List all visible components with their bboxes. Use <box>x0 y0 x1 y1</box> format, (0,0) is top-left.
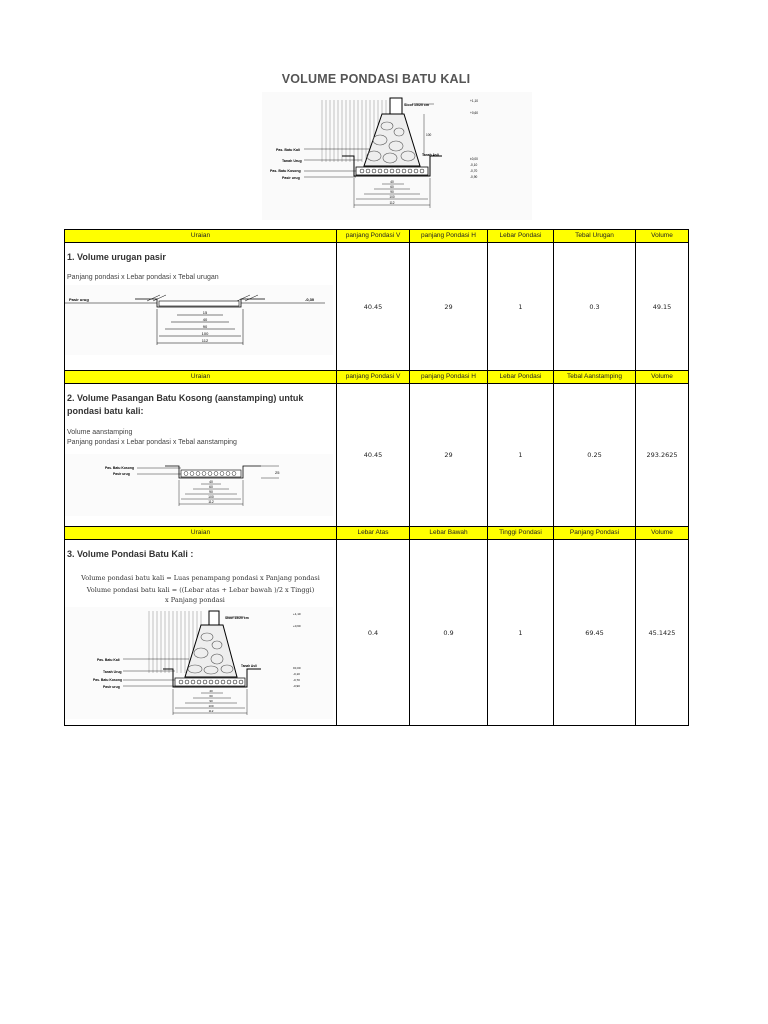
svg-text:Sloof 15/20 cm: Sloof 15/20 cm <box>404 103 430 107</box>
header-lebar-atas: Lebar Atas <box>337 527 410 540</box>
svg-text:Pas. Batu Kosong: Pas. Batu Kosong <box>93 678 123 682</box>
svg-text:90: 90 <box>209 490 213 494</box>
svg-text:Pas. Batu Kali: Pas. Batu Kali <box>276 148 300 152</box>
section2-volume: 293.2625 <box>636 384 689 527</box>
header-volume: Volume <box>636 371 689 384</box>
svg-text:60: 60 <box>209 485 213 489</box>
header-panjang-pondasi: Panjang Pondasi <box>554 527 636 540</box>
svg-text:-0,70: -0,70 <box>470 169 478 173</box>
svg-text:Pas. Batu Kali: Pas. Batu Kali <box>97 658 120 662</box>
svg-text:112: 112 <box>208 709 214 713</box>
section1-lebar: 1 <box>488 243 554 371</box>
svg-text:Pas. Batu Kosong: Pas. Batu Kosong <box>270 169 301 173</box>
svg-text:60: 60 <box>390 185 394 189</box>
svg-text:90: 90 <box>209 699 213 703</box>
header-tebal-urugan: Tebal Urugan <box>554 230 636 243</box>
pasir-urug-drawing <box>65 285 333 355</box>
header-panjang-pondasi-v: panjang Pondasi V <box>337 230 410 243</box>
section3-header-row <box>65 527 689 540</box>
section3-description <box>65 540 337 726</box>
section2-title: 2. Volume Pasangan Batu Kosong (aanstamping) untuk pondasi batu kali: <box>67 393 304 416</box>
section3-formula-line3: x Panjang pondasi <box>165 596 225 604</box>
section3-data-row <box>65 540 689 726</box>
svg-text:Tanah Asli: Tanah Asli <box>422 153 439 157</box>
section2-formula-line2: Panjang pondasi x Lebar pondasi x Tebal aanstamping <box>67 439 237 446</box>
svg-text:112: 112 <box>389 201 395 205</box>
section3-title: 3. Volume Pondasi Batu Kali : <box>67 549 194 559</box>
volume-calculation-table <box>64 229 689 726</box>
section3-volume: 45.1425 <box>636 540 689 726</box>
svg-text:90: 90 <box>390 190 394 194</box>
section2-header-row <box>65 371 689 384</box>
header-tebal-aanstamping: Tebal Aanstamping <box>554 371 636 384</box>
svg-text:Pas. Batu Kosong: Pas. Batu Kosong <box>105 466 135 470</box>
section3-lebar-bawah: 0.9 <box>410 540 488 726</box>
svg-text:112: 112 <box>201 338 209 343</box>
svg-text:±0,00: ±0,00 <box>470 157 478 161</box>
section1-header-row <box>65 230 689 243</box>
svg-text:90: 90 <box>202 324 208 329</box>
svg-text:±0,00: ±0,00 <box>293 666 301 670</box>
svg-text:100: 100 <box>201 331 209 336</box>
section1-panjang-v: 40.45 <box>337 243 410 371</box>
section3-tinggi: 1 <box>488 540 554 726</box>
svg-text:+1,10: +1,10 <box>293 612 301 616</box>
page-title: VOLUME PONDASI BATU KALI <box>281 72 471 86</box>
svg-text:Pasir urug: Pasir urug <box>69 297 89 302</box>
header-uraian: Uraian <box>65 371 337 384</box>
svg-text:+0,60: +0,60 <box>293 624 301 628</box>
section2-data-row <box>65 384 689 527</box>
svg-text:-0,90: -0,90 <box>470 175 478 179</box>
aanstamping-drawing <box>65 454 333 516</box>
section3-formula-line1: Volume pondasi batu kali = Luas penampang pondasi x Panjang pondasi <box>81 574 320 582</box>
svg-text:-0,10: -0,10 <box>470 163 478 167</box>
header-tinggi-pondasi: Tinggi Pondasi <box>488 527 554 540</box>
svg-text:40: 40 <box>390 180 394 184</box>
header-volume: Volume <box>636 527 689 540</box>
section1-description <box>65 243 337 371</box>
header-lebar-pondasi: Lebar Pondasi <box>488 230 554 243</box>
svg-text:112: 112 <box>208 500 214 504</box>
section1-volume: 49.15 <box>636 243 689 371</box>
section3-formula-line2: Volume pondasi batu kali = ((Lebar atas + Lebar bawah )/2 x Tinggi) <box>86 586 315 594</box>
section1-panjang-h: 29 <box>410 243 488 371</box>
svg-text:60: 60 <box>209 694 213 698</box>
header-uraian: Uraian <box>65 230 337 243</box>
section2-panjang-v: 40.45 <box>337 384 410 527</box>
svg-text:40: 40 <box>209 689 213 693</box>
svg-text:100: 100 <box>208 704 214 708</box>
svg-text:Tanah Asli: Tanah Asli <box>241 664 257 668</box>
header-volume: Volume <box>636 230 689 243</box>
svg-text:Pasir urug: Pasir urug <box>113 472 130 476</box>
section1-title: 1. Volume urugan pasir <box>67 252 166 262</box>
header-panjang-pondasi-h: panjang Pondasi H <box>410 230 488 243</box>
svg-text:-0,30: -0,30 <box>305 297 315 302</box>
svg-text:Tanah Urug: Tanah Urug <box>103 670 122 674</box>
section1-formula: Panjang pondasi x Lebar pondasi x Tebal urugan <box>67 274 219 281</box>
svg-text:+0,60: +0,60 <box>470 111 479 115</box>
svg-text:100: 100 <box>208 495 214 499</box>
svg-text:40: 40 <box>209 480 213 484</box>
header-lebar-pondasi: Lebar Pondasi <box>488 371 554 384</box>
svg-text:Tanah Urug: Tanah Urug <box>282 159 302 163</box>
section2-formula-line1: Volume aanstamping <box>67 429 133 436</box>
svg-text:-0,90: -0,90 <box>293 684 300 688</box>
svg-text:-0,70: -0,70 <box>293 678 300 682</box>
section2-panjang-h: 29 <box>410 384 488 527</box>
svg-text:Pasir urug: Pasir urug <box>103 685 120 689</box>
svg-text:100: 100 <box>426 133 432 137</box>
section1-data-row <box>65 243 689 371</box>
batu-kali-drawing <box>65 607 333 719</box>
svg-text:-0,10: -0,10 <box>293 672 300 676</box>
svg-text:15: 15 <box>202 310 208 315</box>
svg-text:Pasir urug: Pasir urug <box>282 176 300 180</box>
svg-text:Sloof 15/20 cm: Sloof 15/20 cm <box>225 616 249 620</box>
svg-text:100: 100 <box>389 195 395 199</box>
section2-tebal: 0.25 <box>554 384 636 527</box>
svg-text:40: 40 <box>202 317 208 322</box>
section3-lebar-atas: 0.4 <box>337 540 410 726</box>
svg-text:25: 25 <box>275 470 280 475</box>
svg-text:+1,10: +1,10 <box>470 99 479 103</box>
section2-lebar: 1 <box>488 384 554 527</box>
header-panjang-pondasi-h: panjang Pondasi H <box>410 371 488 384</box>
section3-panjang: 69.45 <box>554 540 636 726</box>
section2-description <box>65 384 337 527</box>
foundation-cross-section-drawing <box>262 92 532 220</box>
header-panjang-pondasi-v: panjang Pondasi V <box>337 371 410 384</box>
header-lebar-bawah: Lebar Bawah <box>410 527 488 540</box>
section1-tebal: 0.3 <box>554 243 636 371</box>
header-uraian: Uraian <box>65 527 337 540</box>
